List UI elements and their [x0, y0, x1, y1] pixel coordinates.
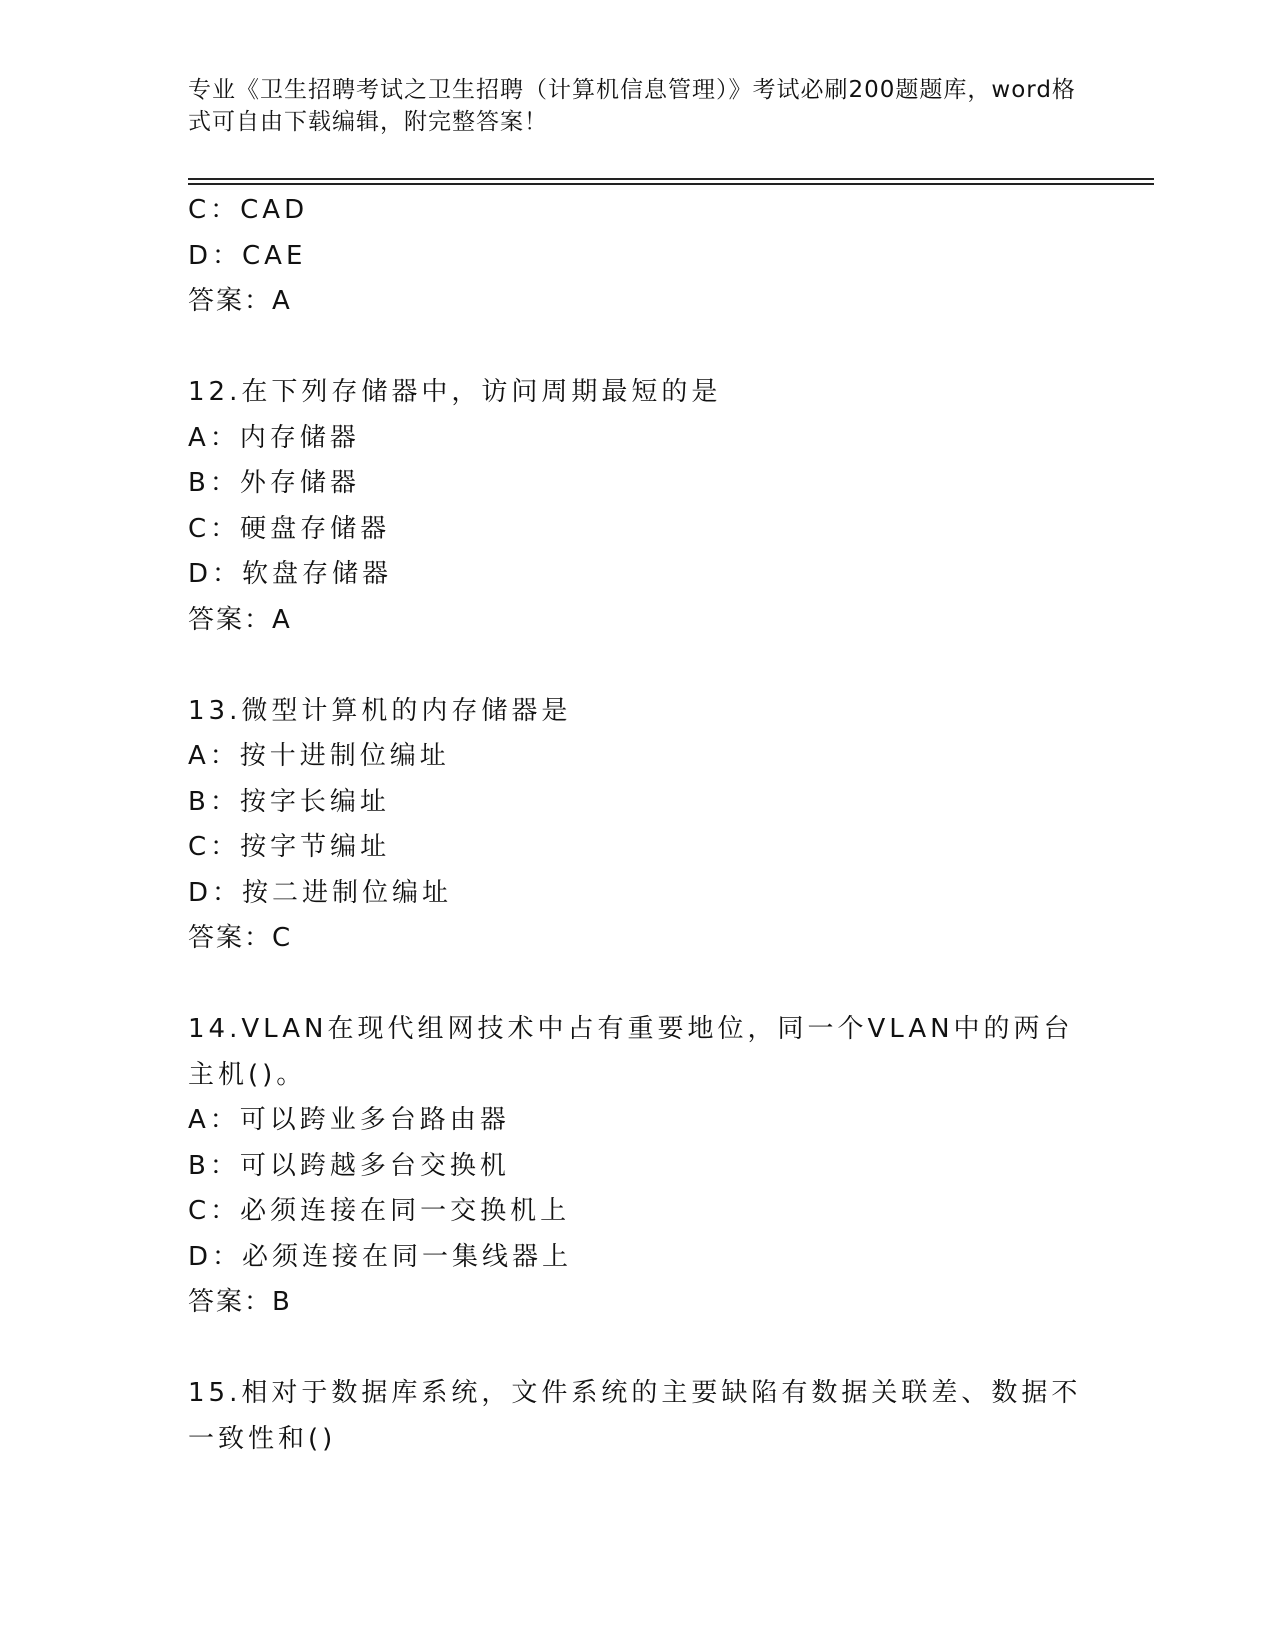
answer: 答案：C [188, 923, 293, 953]
question-14 [188, 1007, 1088, 1326]
option-d: D：按二进制位编址 [188, 877, 453, 908]
header-divider-top [188, 178, 1154, 180]
option-d: D：必须连接在同一集线器上 [188, 1241, 573, 1272]
spacer [188, 325, 1088, 371]
spacer [188, 643, 1088, 689]
option-a: A：内存储器 [188, 422, 360, 453]
document-header: 专业《卫生招聘考试之卫生招聘（计算机信息管理）》考试必刷200题题库，word格式可自由下载编辑，附完整答案！ [188, 77, 1076, 135]
option-c: C：必须连接在同一交换机上 [188, 1196, 571, 1226]
question-stem: 13.微型计算机的内存储器是 [188, 695, 572, 726]
question-stem: 15.相对于数据库系统，文件系统的主要缺陷有数据关联差、数据不一致性和() [188, 1378, 1082, 1454]
question-stem: 12.在下列存储器中，访问周期最短的是 [188, 377, 722, 407]
question-13 [188, 689, 1088, 962]
option-a: A：可以跨业多台路由器 [188, 1105, 510, 1135]
question-list [188, 188, 1088, 1462]
option-d: D：CAE [188, 240, 307, 271]
header-divider-bottom [188, 183, 1154, 185]
option-b: B：按字长编址 [188, 786, 390, 817]
question-stem: 14.VLAN在现代组网技术中占有重要地位，同一个VLAN中的两台主机()。 [188, 1014, 1074, 1090]
spacer [188, 1326, 1088, 1372]
option-a: A：按十进制位编址 [188, 741, 450, 771]
question-15 [188, 1371, 1088, 1462]
option-d: D：软盘存储器 [188, 559, 393, 589]
question-12 [188, 370, 1088, 643]
answer: 答案：A [188, 604, 292, 635]
option-c: C：CAD [188, 195, 309, 225]
option-c: C：按字节编址 [188, 832, 391, 862]
option-b: B：可以跨越多台交换机 [188, 1150, 510, 1181]
answer: 答案：B [188, 1287, 292, 1317]
option-c: C：硬盘存储器 [188, 513, 391, 544]
spacer [188, 962, 1088, 1008]
option-b: B：外存储器 [188, 468, 360, 498]
answer: 答案：A [188, 286, 292, 316]
